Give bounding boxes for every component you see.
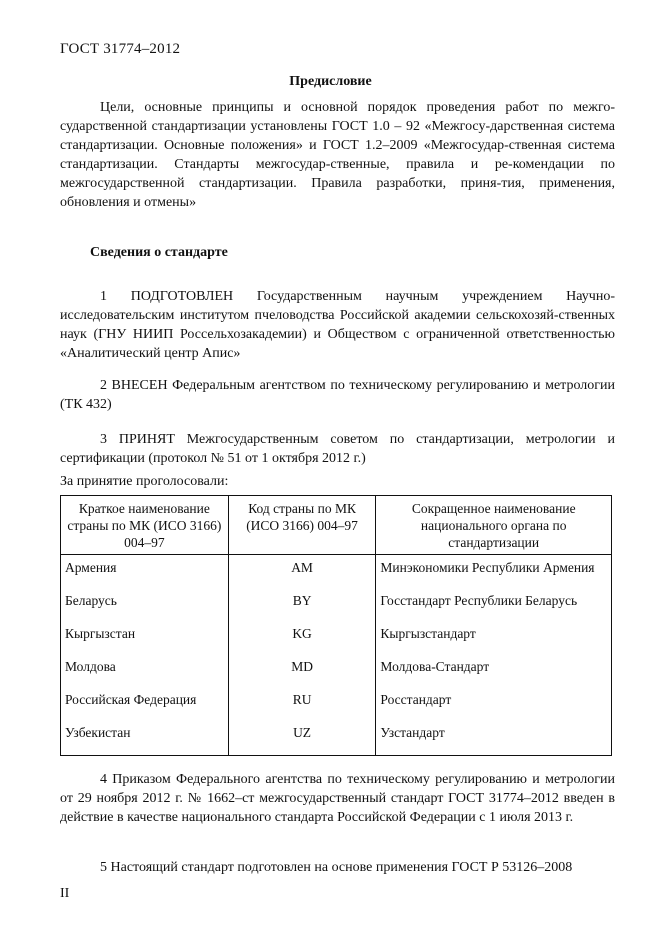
info-item-4: 4 Приказом Федерального агентства по техническому регулированию и метрологии от 29 ноября 2012 г. № 1662–ст межгосударственный стандарт ГОСТ 31774–2012 введен в действие в качестве национального стандарта Российской Федерации с 1 июля 2013 г.	[60, 772, 615, 825]
table-header-row	[61, 496, 612, 555]
code-cell: AM	[228, 555, 376, 593]
info-item-5: 5 Настоящий стандарт подготовлен на основе применения ГОСТ Р 53126–2008	[100, 860, 573, 875]
table-row	[61, 555, 612, 593]
table-row	[61, 691, 612, 724]
country-cell: Молдова	[61, 658, 229, 691]
info-item-2: 2 ВНЕСЕН Федеральным агентством по техническому регулированию и метрологии (ТК 432)	[60, 378, 615, 412]
standards-body-cell: Минэкономики Республики Армения	[376, 555, 612, 593]
column-header-country: Краткое наименование страны по МК (ИСО 3166) 004–97	[61, 496, 229, 555]
standards-body-cell: Молдова-Стандарт	[376, 658, 612, 691]
code-cell: MD	[228, 658, 376, 691]
preface-text: Цели, основные принципы и основной порядок проведения работ по межго-сударственной стандартизации установлены ГОСТ 1.0 – 92 «Межгосу-дарственная система стандартизации. Основные положения» и ГОСТ 1.2–2009 «Межгосудар-ственная система стандартизации. Стандарты межгосудар-ственные, правила и ре-комендации по межгосударственной стандартизации. Правила разработки, приня-тия, применения, обновления и отмены»	[60, 100, 615, 210]
standards-body-cell: Узстандарт	[376, 724, 612, 756]
info-item-1: 1 ПОДГОТОВЛЕН Государственным научным учреждением Научно-исследовательским институтом пчеловодства Российской академии сельскохозяй-ственных наук (ГНУ НИИП Россельхозакадемии) и Обществом с ограниченной ответственностью «Аналитический центр Апис»	[60, 289, 615, 361]
column-header-standards-body: Сокращенное наименование национального органа по стандартизации	[376, 496, 612, 555]
document-id-header: ГОСТ 31774–2012	[60, 41, 181, 57]
standards-body-cell: Госстандарт Республики Беларусь	[376, 592, 612, 625]
table-row	[61, 658, 612, 691]
code-cell: KG	[228, 625, 376, 658]
country-cell: Российская Федерация	[61, 691, 229, 724]
code-cell: RU	[228, 691, 376, 724]
page-number: II	[60, 886, 70, 901]
votes-label: За принятие проголосовали:	[60, 474, 229, 489]
standards-body-cell: Росстандарт	[376, 691, 612, 724]
table-row	[61, 625, 612, 658]
preface-title: Предисловие	[289, 74, 372, 89]
country-cell: Армения	[61, 555, 229, 593]
table-row	[61, 592, 612, 625]
country-cell: Кыргызстан	[61, 625, 229, 658]
column-header-code: Код страны по МК (ИСО 3166) 004–97	[228, 496, 376, 555]
voting-countries-table	[60, 495, 612, 756]
code-cell: UZ	[228, 724, 376, 756]
country-cell: Беларусь	[61, 592, 229, 625]
standards-body-cell: Кыргызстандарт	[376, 625, 612, 658]
code-cell: BY	[228, 592, 376, 625]
info-item-3: 3 ПРИНЯТ Межгосударственным советом по стандартизации, метрологии и сертификации (протокол № 51 от 1 октября 2012 г.)	[60, 432, 615, 466]
table-row	[61, 724, 612, 756]
country-cell: Узбекистан	[61, 724, 229, 756]
standard-info-title: Сведения о стандарте	[90, 245, 228, 260]
